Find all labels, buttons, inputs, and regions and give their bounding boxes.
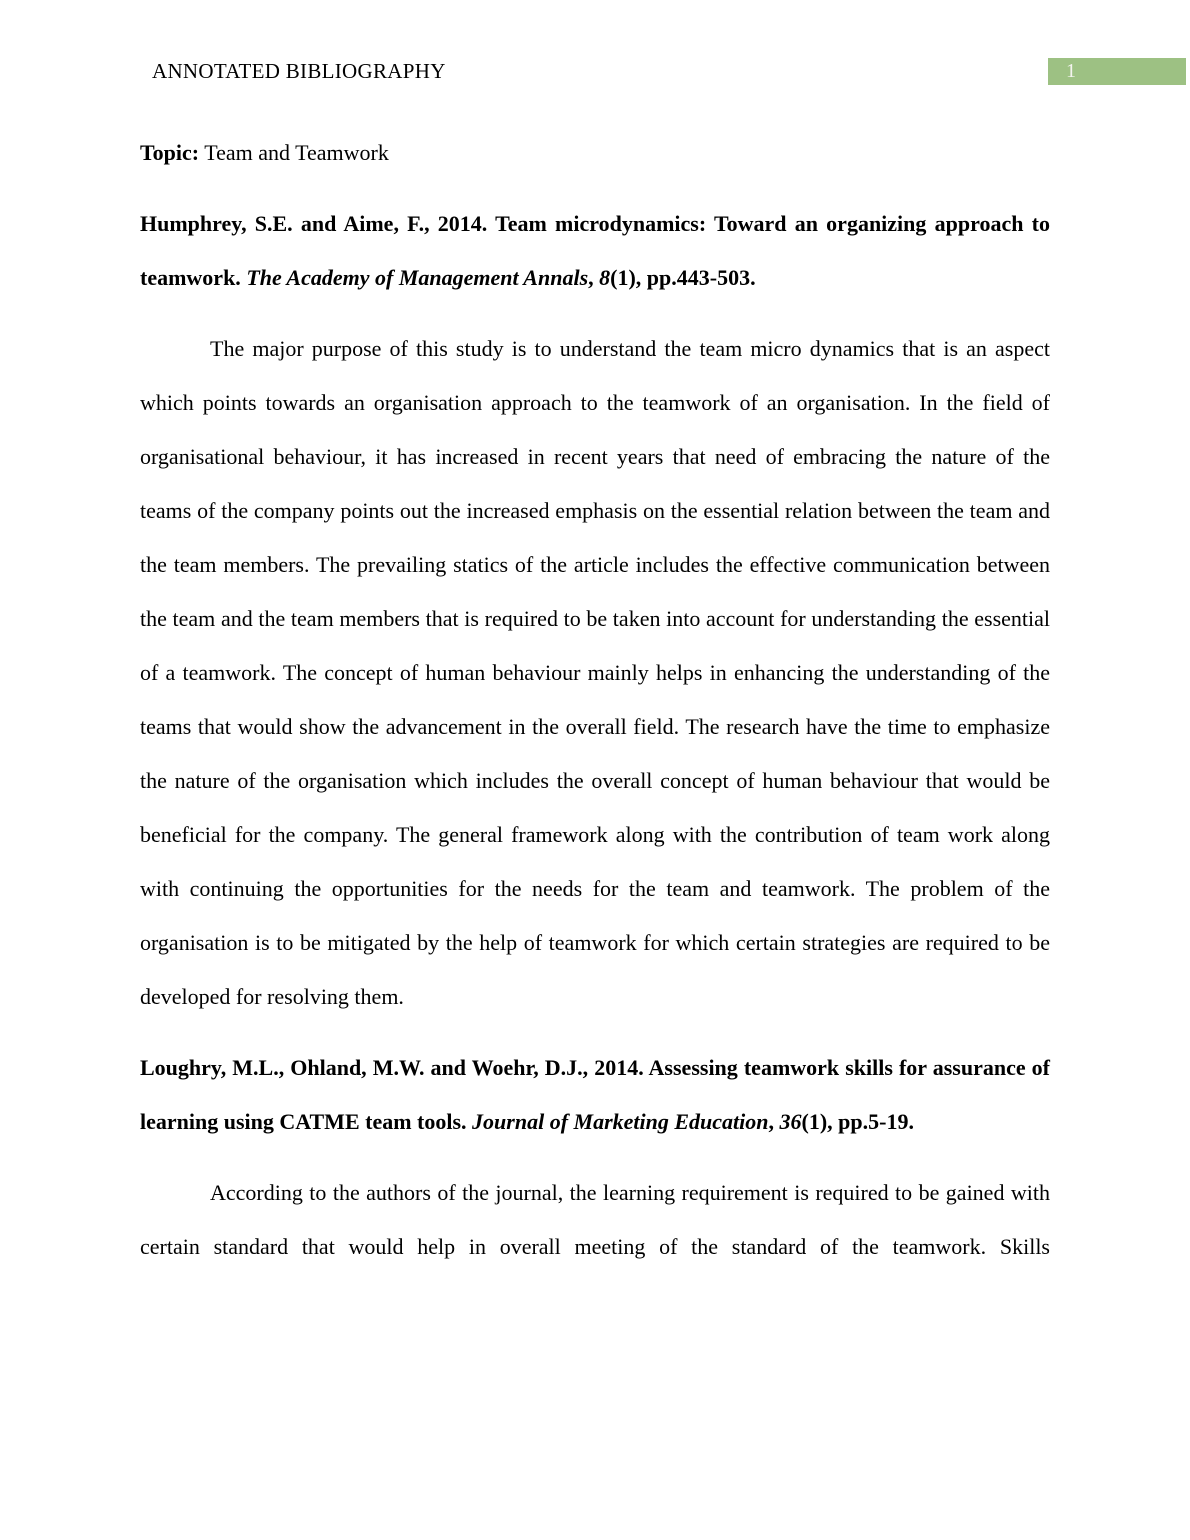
- citation-1-main: Humphrey, S.E. and Aime, F., 2014. Team microdynamics: Toward an organizing approach to teamwork.: [140, 211, 1050, 290]
- citation-1-separator: ,: [588, 265, 600, 290]
- citation-1-volume: 8: [599, 265, 611, 290]
- annotation-paragraph-1: The major purpose of this study is to understand the team micro dynamics that is an aspect which points towards an organisation approach to the teamwork of an organisation. In the field of organisational behaviour, it has increased in recent years that need of embracing the nature of the teams of the company points out the increased emphasis on the essential relation between the team and the team members. The prevailing statics of the article includes the effective communication between the team and the team members that is required to be taken into account for understanding the essential of a teamwork. The concept of human behaviour mainly helps in enhancing the understanding of the teams that would show the advancement in the overall field. The research have the time to emphasize the nature of the organisation which includes the overall concept of human behaviour that would be beneficial for the company. The general framework along with the contribution of team work along with continuing the opportunities for the needs for the team and teamwork. The problem of the organisation is to be mitigated by the help of teamwork for which certain strategies are required to be developed for resolving them.: [140, 336, 1050, 1009]
- document-body: [140, 126, 1050, 1291]
- citation-entry-2: [140, 1041, 1050, 1149]
- running-head: ANNOTATED BIBLIOGRAPHY: [152, 59, 446, 83]
- citation-2-journal: Journal of Marketing Education: [472, 1109, 769, 1134]
- topic-label: Topic:: [140, 140, 200, 165]
- citation-2-volume: 36: [779, 1109, 802, 1134]
- citation-1-journal: The Academy of Management Annals: [246, 265, 589, 290]
- citation-entry-1: [140, 197, 1050, 305]
- topic-value: Team and Teamwork: [204, 140, 389, 165]
- annotation-paragraph-2: According to the authors of the journal, the learning requirement is required to be gained with certain standard that would help in overall meeting of the standard of the teamwork. Skills: [140, 1180, 1050, 1259]
- citation-2-separator: ,: [768, 1109, 780, 1134]
- page-header: [0, 58, 1190, 88]
- topic-line: [140, 126, 1050, 180]
- page-number-badge: [1048, 58, 1186, 85]
- citation-2-pages: (1), pp.5-19.: [801, 1109, 914, 1134]
- citation-2-main: Loughry, M.L., Ohland, M.W. and Woehr, D.J., 2014. Assessing teamwork skills for assurance of learning using CATME team tools.: [140, 1055, 1050, 1134]
- citation-1-pages: (1), pp.443-503.: [610, 265, 756, 290]
- page-number: 1: [1066, 60, 1076, 82]
